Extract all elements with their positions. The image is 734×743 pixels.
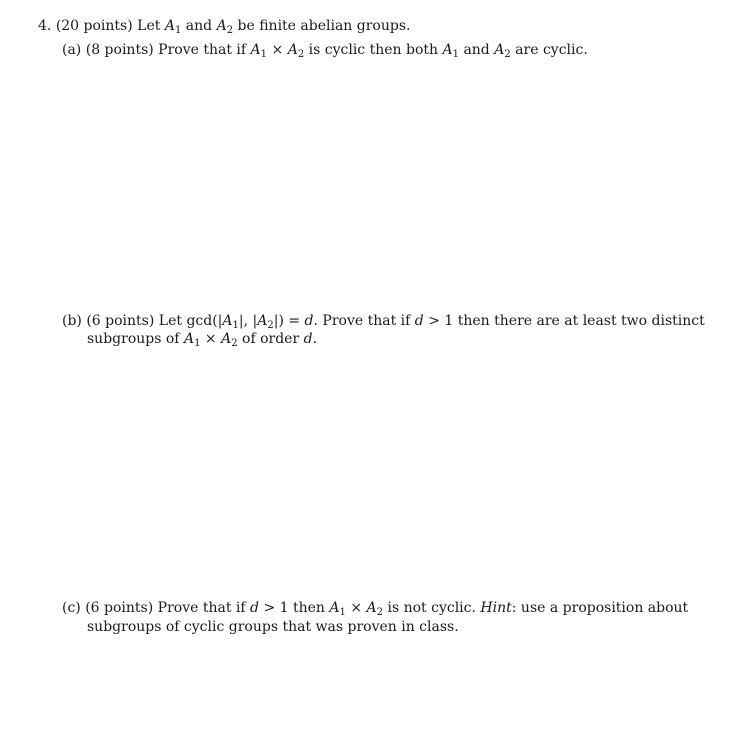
problem-points: (20 points) [55, 18, 133, 34]
part-b-line2: subgroups of $A_1 \times A_2$ of order d. [87, 331, 318, 349]
problem-statement: 4. (20 points) Let $A_1$ and $A_2$ be finite abelian groups. [38, 18, 411, 36]
part-b-label: (b) [62, 313, 82, 329]
part-b-points: (6 points) [86, 313, 155, 329]
part-a: (a) (8 points) Prove that if $A_1 \times A_2$ is cyclic then both $A_1$ and $A_2$ are cyclic. [62, 42, 588, 60]
part-c-points: (6 points) [85, 600, 154, 616]
part-c: (c) (6 points) Prove that if d > 1 then $A_1 \times A_2$ is not cyclic. Hint: use a proposition about [62, 600, 689, 618]
hint-label: Hint [480, 600, 512, 616]
part-b: (b) (6 points) Let $\gcd(|A_1|$, $|A_2|) = d$. Prove that if d > 1 then there are at least two distinct [62, 313, 705, 331]
part-a-label: (a) [62, 42, 82, 58]
part-a-points: (8 points) [85, 42, 154, 58]
part-c-label: (c) [62, 600, 81, 616]
part-c-line2: subgroups of cyclic groups that was proven in class. [87, 619, 459, 635]
problem-number: 4. [38, 18, 52, 34]
